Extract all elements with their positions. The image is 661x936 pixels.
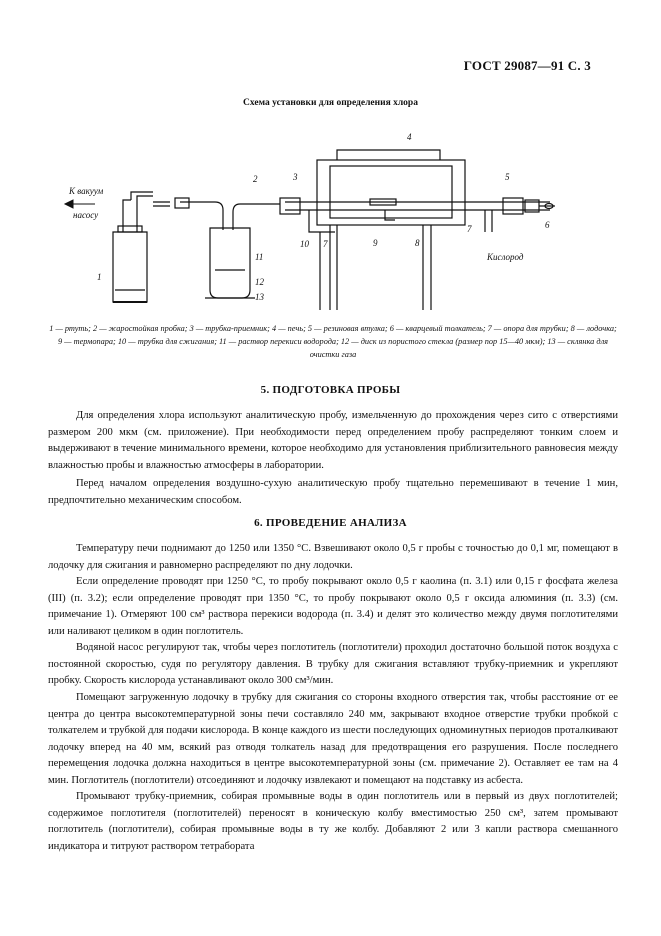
section-6-paragraph-3: Водяной насос регулируют так, чтобы через поглотитель (поглотители) проходил достаточно большой поток воздуха с постоянной скоростью, судя по регулятору давления. В трубку для сжигания вставляют трубку-приемник и укрепляют пробку. Скорость кислорода устанавливают около 300 см³/мин. — [48, 642, 618, 687]
apparatus-diagram — [55, 120, 615, 320]
section-5-paragraph-2: Перед началом определения воздушно-сухую аналитическую пробу тщательно перемешивают в течение 1 мин, предпочтительно механическим способом. — [48, 478, 618, 506]
label-vacuum: К вакуум — [69, 186, 104, 196]
num-2: 2 — [253, 174, 258, 184]
num-7a: 7 — [323, 239, 328, 249]
num-9: 9 — [373, 238, 378, 248]
num-10: 10 — [300, 239, 309, 249]
figure-caption: 1 — ртуть; 2 — жаростойкая пробка; 3 — трубка-приемник; 4 — печь; 5 — резиновая втулка; 6 — кварцевый толкатель; 7 — опора для трубки; 8 — лодочка; 9 — термопара; 10 — трубка для сжигания; 11 — раствор перекиси водорода; 12 — диск из пористого стекла (размер пор 15—40 мкм); 13 — склянка для очистки газа — [49, 324, 617, 359]
num-1: 1 — [97, 272, 102, 282]
num-5: 5 — [505, 172, 510, 182]
num-8: 8 — [415, 238, 420, 248]
num-13: 13 — [255, 292, 264, 302]
section-6-paragraph-1: Температуру печи поднимают до 1250 или 1350 °С. Взвешивают около 0,5 г пробы с точностью до 0,1 мг, помещают в лодочку для сжигания и равномерно распределяют по дну лодочки. — [48, 543, 618, 571]
section-6-paragraph-2: Если определение проводят при 1250 °С, то пробу покрывают около 0,5 г каолина (п. 3.1) или 0,15 г фосфата железа (III) (п. 3.2); если определение проводят при 1350 °С, то пробу покрывают около 0,5 г оксида алюминия (п. 3.3) (см. примечание 1). Отмеряют 100 см³ раствора перекиси водорода (п. 3.4) и делят это количество между двумя поглотителями или наливают целиком в один поглотитель. — [48, 576, 618, 637]
section-6-paragraph-5: Промывают трубку-приемник, собирая промывные воды в один поглотитель или в первый из двух поглотителей; содержимое поглотителя (поглотителей) переносят в коническую колбу вместимостью 250 см³, затем промывают поглотитель (поглотители), собирая промывные воды в ту же колбу. Добавляют 2 или 3 капли раствора смешанного индикатора и титруют раствором тетрабората — [48, 791, 618, 852]
section-6-paragraph-4: Помещают загруженную лодочку в трубку для сжигания со стороны входного отверстия так, чтобы расстояние от ее центра до центра высокотемпературной зоны печи составляло 240 мм, закрывают входное отверстие трубки пробкой с толкателем и трубкой для подачи кислорода. В конце каждого из шести последующих одноминутных периодов проталкивают лодочку вперед на 40 мм, всякий раз отводя толкатель назад для предотвращения его разрушения. После последнего перемещения лодочка должна находиться в центре высокотемпературной зоны (см. примечание 2). Оставляет ее там на 4 мин. Поглотитель (поглотители) отсоединяют и лодочку извлекают и помещают на подставку из асбеста. — [48, 692, 618, 786]
figure-title: Схема установки для определения хлора — [243, 98, 418, 108]
section-5-paragraph-1: Для определения хлора используют аналитическую пробу, измельченную до прохождения через сито с отверстиями размером 200 мкм (см. приложение). При необходимости перед определением пробу распределяют тонким слоем и выдерживают в течение минимального времени, которое необходимо для установления приблизительного равновесия между влажностью пробы и влажностью атмосферы в лаборатории. — [48, 410, 618, 471]
num-11: 11 — [255, 252, 264, 262]
num-6: 6 — [545, 220, 550, 230]
page-header: ГОСТ 29087—91 С. 3 — [463, 58, 591, 73]
label-oxygen: Кислород — [487, 252, 524, 262]
num-12: 12 — [255, 277, 264, 287]
num-3: 3 — [293, 172, 298, 182]
section-5-heading: 5. ПОДГОТОВКА ПРОБЫ — [260, 384, 401, 396]
label-vacuum-2: насосу — [73, 210, 99, 220]
section-6-heading: 6. ПРОВЕДЕНИЕ АНАЛИЗА — [254, 517, 407, 529]
num-7b: 7 — [467, 224, 472, 234]
num-4: 4 — [407, 132, 412, 142]
